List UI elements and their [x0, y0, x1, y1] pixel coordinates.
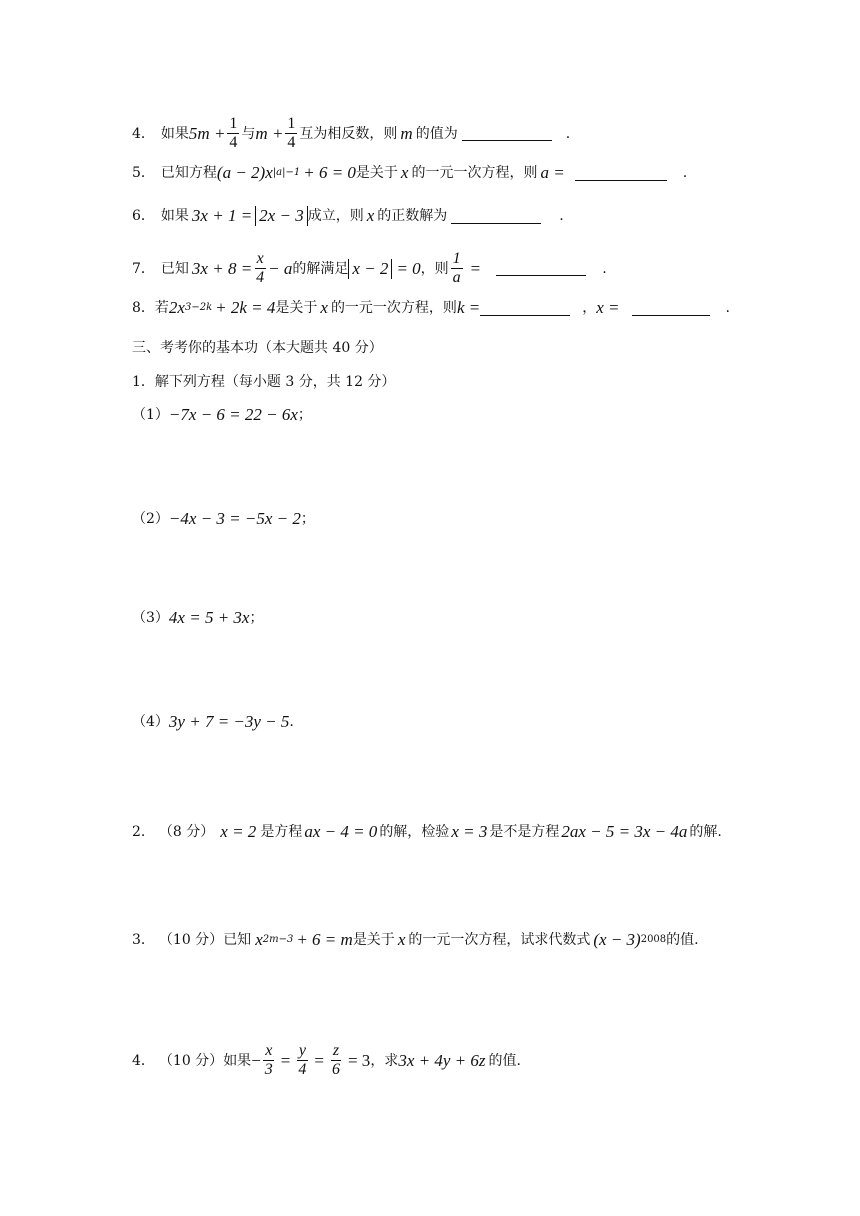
question-text: 已知	[160, 260, 189, 277]
fraction: $\frac{y}{4}$	[298, 1042, 307, 1078]
absolute-value: x − 2	[348, 259, 392, 279]
problem-number: 2．	[132, 824, 155, 840]
period: .	[682, 165, 688, 181]
equation: 2ax − 5 = 3x − 4a	[561, 822, 688, 841]
question-number: 4．	[132, 125, 155, 142]
math-expression: 3x + 1 =	[191, 206, 253, 225]
fraction: $\frac{1}{4}$	[229, 115, 238, 151]
question-number: 7．	[132, 260, 155, 277]
problem-1-item-2	[132, 509, 315, 529]
math-expression: a =	[540, 163, 565, 182]
equation: −4x − 3 = −5x − 2	[168, 509, 301, 528]
equation: 3y + 7 = −3y − 5	[168, 712, 290, 731]
exponent: |a|−1	[272, 167, 301, 178]
question-text: 已知方程	[160, 165, 217, 181]
variable: x	[397, 930, 406, 949]
problem-1-item-1	[132, 405, 312, 425]
question-text: 的一元一次方程，则	[330, 300, 457, 316]
score: （10 分）	[158, 932, 224, 948]
exponent: 2008	[640, 934, 667, 945]
math-expression: + 2k = 4	[215, 298, 276, 317]
math-expression: − a	[268, 258, 293, 278]
problem-text: 的一元一次方程，试求代数式	[408, 932, 591, 948]
question-number: 8．	[132, 300, 155, 316]
question-text: 成立，则	[307, 208, 364, 224]
problem-text: ，求	[370, 1052, 399, 1069]
answer-blank[interactable]	[496, 261, 586, 276]
question-text: 如果	[160, 208, 189, 224]
item-label: （4）	[132, 714, 169, 730]
problem-text: 是关于	[352, 932, 395, 948]
answer-blank[interactable]	[462, 126, 552, 141]
section-heading	[132, 338, 383, 358]
question-text: 的正数解为	[377, 208, 448, 224]
exponent: 2m−3	[262, 934, 294, 945]
problem-text: 如果	[223, 1052, 252, 1069]
fraction: $\frac{z}{6}$	[331, 1042, 340, 1078]
math-expression: 3x + 8 =	[191, 258, 253, 278]
question-5	[132, 163, 687, 183]
question-text: 的解满足	[292, 260, 349, 277]
problem-3	[132, 930, 699, 950]
minus-sign: −	[251, 1050, 261, 1070]
math-expression: m +	[255, 123, 284, 143]
problem-text: 是方程	[260, 824, 303, 840]
variable: m	[400, 123, 413, 143]
math-expression: = 3	[347, 1050, 371, 1070]
math-expression: 3x + 4y + 6z	[398, 1050, 486, 1070]
problem-text: 的值.	[488, 1052, 521, 1069]
equals-sign: =	[280, 1050, 291, 1070]
answer-blank[interactable]	[451, 209, 541, 224]
problem-title-text: 1．解下列方程（每小题 3 分，共 12 分）	[132, 374, 396, 390]
problem-number: 4．	[132, 1052, 155, 1069]
punct: ；	[297, 407, 312, 423]
equation: ax − 4 = 0	[304, 822, 378, 841]
fraction: $\frac{x}{3}$	[264, 1042, 273, 1078]
variable: x	[366, 206, 375, 225]
problem-1-title	[132, 372, 395, 392]
item-label: （2）	[132, 511, 169, 527]
question-text: 的值为	[415, 125, 458, 142]
absolute-value: 2x − 3	[255, 206, 308, 226]
section-heading-text: 三、考考你的基本功（本大题共 40 分）	[132, 340, 383, 356]
question-6	[132, 206, 564, 226]
question-number: 5．	[132, 165, 155, 181]
question-7	[132, 250, 607, 287]
variable: x	[400, 163, 409, 182]
separator: ，	[582, 300, 597, 316]
problem-4	[132, 1042, 521, 1079]
question-text: 的一元一次方程，则	[411, 165, 538, 181]
item-label: （3）	[132, 610, 169, 626]
question-8	[132, 298, 730, 318]
problem-2	[132, 822, 722, 842]
score: （10 分）	[158, 1052, 224, 1069]
question-4	[132, 115, 570, 152]
math-expression: 2x	[168, 298, 185, 317]
equation: x = 3	[451, 822, 488, 841]
variable: x	[320, 298, 328, 317]
problem-number: 3．	[132, 932, 155, 948]
math-expression: + 6 = m	[296, 930, 353, 949]
problem-text: 已知	[223, 932, 252, 948]
question-text: 与	[241, 125, 256, 142]
math-expression: 5m +	[188, 123, 226, 143]
question-number: 6．	[132, 208, 155, 224]
equation: 4x = 5 + 3x	[168, 608, 250, 627]
problem-text: 的值.	[666, 932, 699, 948]
period: .	[565, 125, 571, 142]
equals-sign: =	[314, 1050, 324, 1070]
answer-blank-x[interactable]	[632, 301, 710, 316]
question-text: 互为相反数，则	[299, 125, 398, 142]
question-text: 是关于	[275, 300, 318, 316]
equals-sign: =	[470, 258, 481, 278]
fraction: $\frac{1}{a}$	[452, 250, 461, 286]
question-text: ，则	[420, 260, 449, 277]
punct: ；	[300, 511, 315, 527]
math-expression: k =	[456, 298, 481, 317]
period: .	[559, 208, 564, 224]
answer-blank[interactable]	[575, 166, 667, 181]
question-text: 如果	[160, 125, 189, 142]
answer-blank-k[interactable]	[480, 301, 570, 316]
punct: ；	[249, 610, 264, 626]
exponent: 3−2k	[184, 302, 213, 313]
fraction: $\frac{x}{4}$	[256, 250, 265, 286]
problem-text: 的解，检验	[379, 824, 450, 840]
score: （8 分）	[158, 824, 215, 840]
period: .	[725, 300, 730, 316]
question-text: 是关于	[355, 165, 398, 181]
problem-text: 是不是方程	[489, 824, 560, 840]
math-expression: x =	[596, 298, 620, 317]
problem-1-item-4	[132, 712, 294, 732]
math-expression: + 6 = 0	[303, 163, 356, 182]
math-expression: x	[255, 930, 263, 949]
fraction: $\frac{1}{4}$	[287, 115, 296, 151]
math-expression: (a − 2)x	[216, 163, 273, 182]
equation: −7x − 6 = 22 − 6x	[168, 405, 298, 424]
punct: .	[289, 714, 294, 730]
period: .	[602, 260, 607, 277]
equation: x = 2	[220, 822, 257, 841]
question-text: 若	[154, 300, 169, 316]
problem-1-item-3	[132, 608, 263, 628]
math-expression: (x − 3)	[593, 930, 641, 949]
math-expression: = 0	[396, 258, 421, 278]
item-label: （1）	[132, 407, 169, 423]
problem-text: 的解.	[689, 824, 722, 840]
